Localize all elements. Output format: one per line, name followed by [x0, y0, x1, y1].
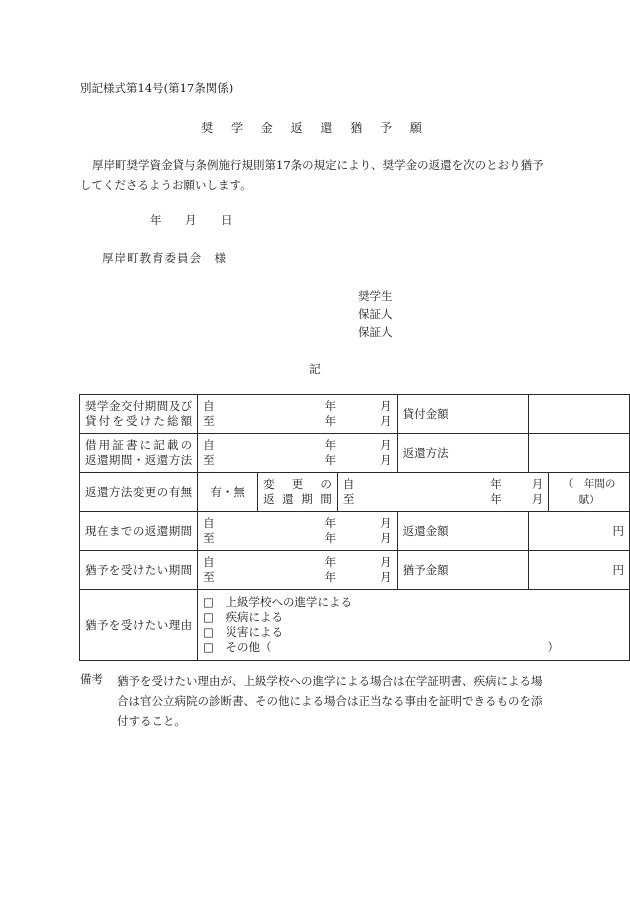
- deferment-period-field[interactable]: 自 年 月 至 年 月: [198, 551, 398, 590]
- row-grant-period: [80, 395, 630, 434]
- row-deferment-reason: [80, 590, 630, 661]
- label-loan-amount: 貸付金額: [397, 395, 529, 434]
- row-method-change: [80, 473, 630, 512]
- label-repayment-terms: 借用証書に記載の 返還期間・返還方法: [80, 434, 198, 473]
- grant-period-field[interactable]: 自 年 月 至 年 月: [198, 395, 398, 434]
- deferment-table: [79, 394, 630, 661]
- label-repaid-amount: 返還金額: [397, 512, 529, 551]
- repaid-period-field[interactable]: 自 年 月 至 年 月: [198, 512, 398, 551]
- change-yes-no-choice[interactable]: 有・無: [198, 473, 258, 512]
- label-deferment-amount: 猶予金額: [397, 551, 529, 590]
- repayment-period-field[interactable]: 自 年 月 至 年 月: [198, 434, 398, 473]
- row-deferment-period: [80, 551, 630, 590]
- signer-guarantor-1: 保証人: [358, 307, 393, 321]
- intro-text: 厚岸町奨学資金貸与条例施行規則第17条の規定により、奨学金の返還を次のとおり猶予してくださるようお願いします。: [80, 158, 544, 192]
- label-method-change: 返還方法変更の有無: [80, 473, 198, 512]
- label-changed-period: 変 更 の 返還期間: [258, 473, 338, 512]
- date-month: 月: [185, 213, 197, 227]
- form-label: 別記様式第14号(第17条関係): [80, 81, 234, 95]
- repayment-method-field[interactable]: [529, 434, 630, 473]
- ki-heading: 記: [309, 362, 321, 376]
- date-year: 年: [150, 213, 162, 227]
- changed-period-field[interactable]: 自 年 月 至 年 月: [337, 473, 548, 512]
- label-deferment-reason: 猶予を受けたい理由: [80, 590, 198, 661]
- reason-option-illness[interactable]: □ 疾病による: [203, 610, 284, 624]
- remarks-heading: 備考: [80, 672, 103, 686]
- reason-option-other[interactable]: □ その他（ ）: [203, 640, 560, 654]
- signer-guarantor-2: 保証人: [358, 325, 393, 339]
- date-day: 日: [221, 213, 233, 227]
- recipient: 厚岸町教育委員会 様: [102, 251, 227, 265]
- remarks-text: 猶予を受けたい理由が、上級学校への進学による場合は在学証明書、疾病による場合は官公立病院の診断書、その他による場合は正当なる事由を証明できるものを添付すること。: [117, 674, 543, 728]
- reason-option-advancement[interactable]: □ 上級学校への進学による: [203, 595, 353, 609]
- years-installment-note[interactable]: （ 年間の 賦）: [549, 473, 630, 512]
- repaid-amount-field[interactable]: 円: [529, 512, 630, 551]
- loan-amount-field[interactable]: [529, 395, 630, 434]
- label-deferment-period: 猶予を受けたい期間: [80, 551, 198, 590]
- document-title: 奨 学 金 返 還 猶 予 願: [201, 121, 429, 135]
- reason-option-disaster[interactable]: □ 災害による: [203, 625, 284, 639]
- deferment-reason-options: [198, 590, 630, 661]
- label-repayment-method: 返還方法: [397, 434, 529, 473]
- label-repaid-period: 現在までの返還期間: [80, 512, 198, 551]
- signer-student: 奨学生: [358, 289, 393, 303]
- row-repayment-terms: [80, 434, 630, 473]
- label-grant-period: 奨学金交付期間及び 貸付を受けた総額: [80, 395, 198, 434]
- deferment-amount-field[interactable]: 円: [529, 551, 630, 590]
- row-repaid-period: [80, 512, 630, 551]
